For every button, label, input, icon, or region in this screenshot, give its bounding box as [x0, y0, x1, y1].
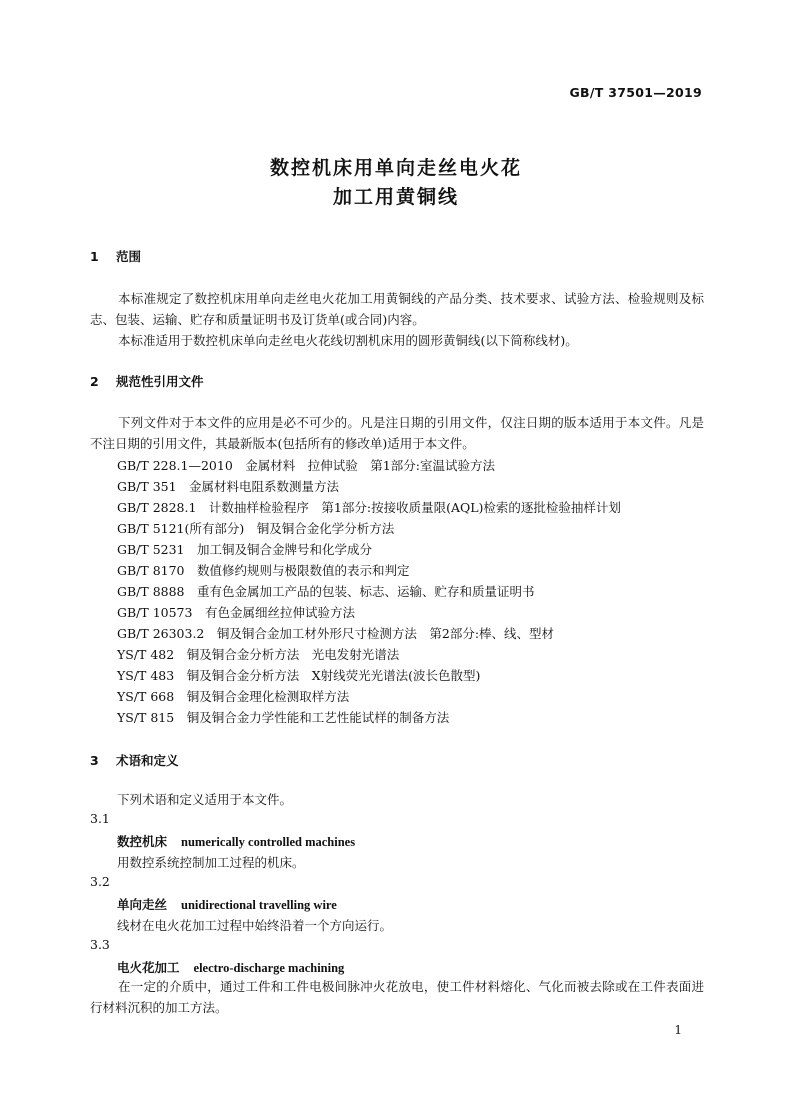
section-number: 3 — [90, 753, 99, 768]
section-title: 范围 — [116, 249, 142, 264]
refs-intro-paragraph: 下列文件对于本文件的应用是必不可少的。凡是注日期的引用文件，仅注日期的版本适用于本文件。凡是不注日期的引用文件，其最新版本(包括所有的修改单)适用于本文件。 — [90, 415, 704, 451]
term-definition: 用数控系统控制加工过程的机床。 — [117, 855, 305, 870]
term-zh: 数控机床 — [117, 834, 168, 849]
term-definition: 在一定的介质中，通过工件和工件电极间脉冲火花放电，使工件材料熔化、气化而被去除或在工件表面进行材料沉积的加工方法。 — [90, 979, 704, 1015]
term-number: 3.3 — [90, 937, 110, 952]
terms-intro: 下列术语和定义适用于本文件。 — [117, 792, 293, 807]
reference-item: YS/T 482 铜及铜合金分析方法 光电发射光谱法 — [117, 647, 400, 662]
reference-item: YS/T 483 铜及铜合金分析方法 X射线荧光光谱法(波长色散型) — [117, 668, 481, 683]
scope-paragraph-2: 本标准适用于数控机床单向走丝电火花线切割机床用的圆形黄铜线(以下简称线材)。 — [118, 333, 578, 348]
reference-item: GB/T 228.1—2010 金属材料 拉伸试验 第1部分:室温试验方法 — [117, 458, 495, 473]
section-number: 1 — [90, 249, 99, 264]
reference-item: GB/T 2828.1 计数抽样检验程序 第1部分:按接收质量限(AQL)检索的逐批检验抽样计划 — [117, 500, 621, 515]
term-en: electro-discharge machining — [193, 961, 345, 975]
term-number: 3.1 — [90, 811, 110, 826]
term-en: numerically controlled machines — [181, 835, 356, 849]
reference-item: GB/T 8170 数值修约规则与极限数值的表示和判定 — [117, 563, 410, 578]
reference-item: GB/T 351 金属材料电阻系数测量方法 — [117, 479, 340, 494]
section-heading-refs — [90, 372, 204, 390]
reference-item: GB/T 5231 加工铜及铜合金牌号和化学成分 — [117, 542, 373, 557]
reference-item: GB/T 5121(所有部分) 铜及铜合金化学分析方法 — [117, 521, 395, 536]
term-en: unidirectional travelling wire — [181, 898, 337, 912]
term-entry — [117, 832, 355, 850]
document-title-line2: 加工用黄铜线 — [332, 186, 459, 208]
term-entry — [117, 895, 337, 913]
section-title: 规范性引用文件 — [116, 374, 204, 389]
section-title: 术语和定义 — [116, 753, 179, 768]
term-zh: 电火花加工 — [117, 960, 180, 975]
section-number: 2 — [90, 374, 99, 389]
reference-item: GB/T 26303.2 铜及铜合金加工材外形尺寸检测方法 第2部分:棒、线、型材 — [117, 626, 555, 641]
section-heading-terms — [90, 751, 179, 769]
reference-item: YS/T 815 铜及铜合金力学性能和工艺性能试样的制备方法 — [117, 710, 450, 725]
document-title-line1: 数控机床用单向走丝电火花 — [269, 157, 522, 179]
term-entry — [117, 958, 344, 976]
standard-number: GB/T 37501—2019 — [569, 85, 702, 100]
term-definition: 线材在电火花加工过程中始终沿着一个方向运行。 — [117, 918, 393, 933]
section-heading-scope — [90, 247, 141, 265]
page-number: 1 — [674, 1023, 682, 1037]
reference-item: YS/T 668 铜及铜合金理化检测取样方法 — [117, 689, 350, 704]
term-number: 3.2 — [90, 874, 110, 889]
reference-item: GB/T 10573 有色金属细丝拉伸试验方法 — [117, 605, 355, 620]
scope-paragraph-1: 本标准规定了数控机床用单向走丝电火花加工用黄铜线的产品分类、技术要求、试验方法、检验规则及标志、包装、运输、贮存和质量证明书及订货单(或合同)内容。 — [90, 291, 704, 327]
term-zh: 单向走丝 — [117, 897, 168, 912]
reference-item: GB/T 8888 重有色金属加工产品的包装、标志、运输、贮存和质量证明书 — [117, 584, 535, 599]
